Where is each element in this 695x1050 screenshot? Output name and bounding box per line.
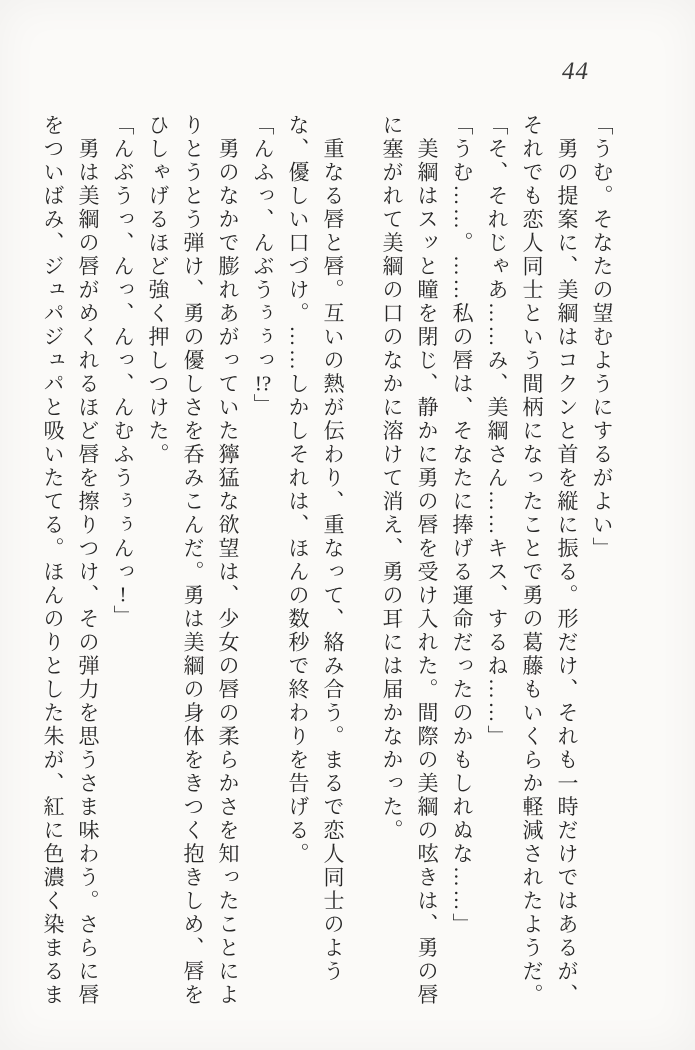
paragraph-dialogue-1 [584,114,619,1010]
paragraph-dialogue-4 [245,114,280,1010]
paragraph-narration-4 [140,114,245,1010]
paragraph-text: 「そ、それじゃあ……み、美綱さん……キス、するね……」 [485,114,509,749]
page-number: 44 [562,58,589,85]
tate-chu-yoko-punctuation: !? [254,372,272,394]
paragraph-text: 「んぶうっ、んっ、んっ、んむふうぅぅんっ [111,114,135,584]
paragraph-text: 「うむ。そなたの望むようにするがよい」 [590,114,614,561]
paragraph-text: 美綱はスッと瞳を閉じ、静かに勇の唇を受け入れた。間際の美綱の呟きは、勇の唇に塞がれて美綱の口のなかに溶けて消え、勇の耳には届かなかった。 [380,114,439,1007]
paragraph-text: 「うむ……。……私の唇は、そなたに捧げる運命だったのかもしれぬな……」 [450,114,474,937]
paragraph-text: 重なる唇と唇。互いの熱が伝わり、重なって、絡み合う。まるで恋人同士のような、優しい口づけ。……しかしそれは、ほんの数秒で終わりを告げる。 [286,114,345,984]
paragraph-narration-3 [280,114,350,1010]
scene-break-gap [350,114,374,1010]
novel-text-block [35,114,619,1010]
paragraph-narration-2 [374,114,444,1010]
paragraph-text: 勇のなかで膨れあがっていた獰猛な欲望は、少女の唇の柔らかさを知ったことによりとうとう弾け、勇の優しさを呑みこんだ。勇は美綱の身体をきつく抱きしめ、唇をひしゃげるほど強く押しつけた。 [146,114,240,1007]
paragraph-text: 「んふっ、んぶうぅぅっ [251,114,275,373]
paragraph-text-tail: 」 [251,393,275,417]
paragraph-text: 勇は美綱の唇がめくれるほど唇を擦りつけ、その弾力を思うさま味わう。さらに唇をついばみ、ジュパジュパと吸いたてる。ほんのりとした朱が、紅に色濃く染まるま [41,114,100,1007]
tate-chu-yoko-punctuation: ! [119,584,127,605]
paragraph-dialogue-5 [105,114,140,1010]
paragraph-dialogue-3 [444,114,479,1010]
paragraph-dialogue-2 [479,114,514,1010]
paragraph-text: 勇の提案に、美綱はコクンと首を縦に振る。形だけ、それも一時だけではあるが、それでも恋人同士という間柄になったことで勇の葛藤もいくらか軽減されたようだ。 [520,114,579,1007]
paragraph-text-tail: 」 [111,605,135,629]
paragraph-narration-1 [514,114,584,1010]
paragraph-narration-5 [35,114,105,1010]
